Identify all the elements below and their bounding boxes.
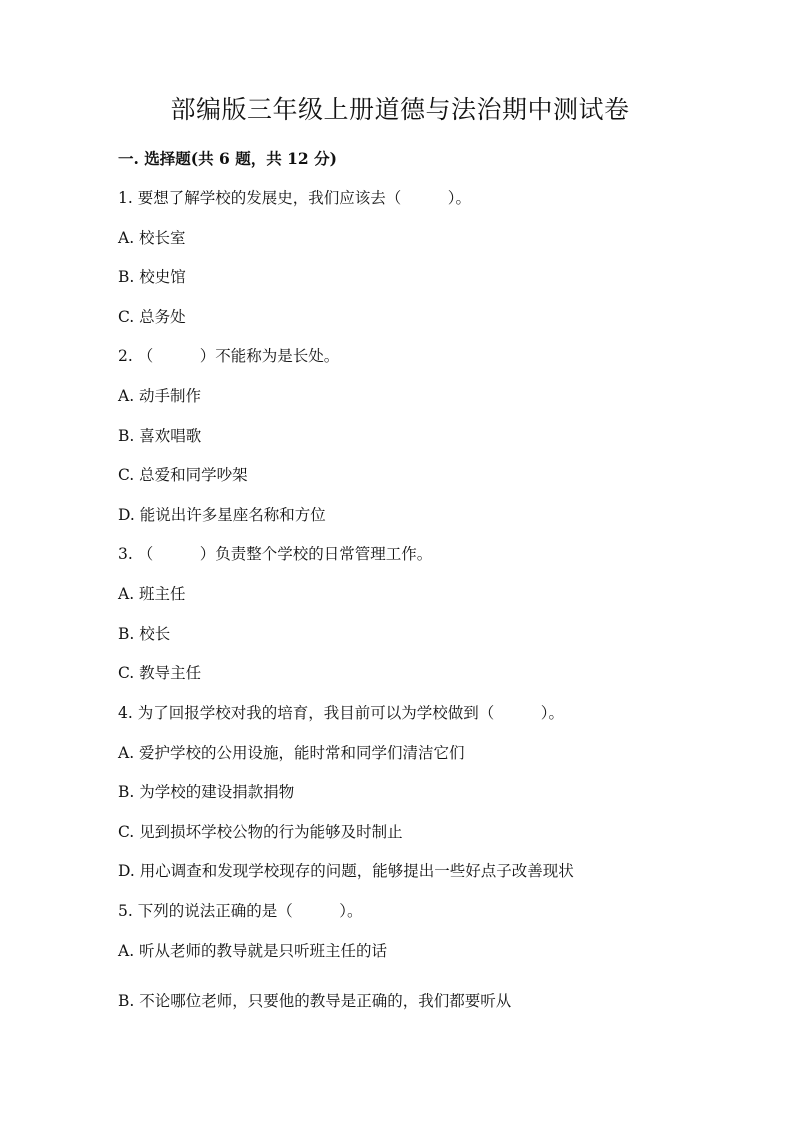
section-header: 一. 选择题(共 6 题，共 12 分) [118,149,337,168]
question-4-option-b: B. 为学校的建设捐款捐物 [118,783,295,801]
question-4-option-c: C. 见到损坏学校公物的行为能够及时制止 [118,823,403,841]
question-3-option-c: C. 教导主任 [118,664,202,682]
question-4-option-a: A. 爱护学校的公用设施，能时常和同学们清洁它们 [118,744,465,762]
question-5-option-b: B. 不论哪位老师，只要他的教导是正确的，我们都要听从 [118,992,512,1010]
question-1-option-b: B. 校史馆 [118,268,186,286]
question-3-stem: 3. （ ）负责整个学校的日常管理工作。 [118,545,433,563]
question-2-option-a: A. 动手制作 [118,387,202,405]
question-2-option-b: B. 喜欢唱歌 [118,427,202,445]
question-4-stem: 4. 为了回报学校对我的培育，我目前可以为学校做到（ ）。 [118,704,564,722]
question-3-option-a: A. 班主任 [118,585,186,603]
question-1-option-c: C. 总务处 [118,308,186,326]
question-1-stem: 1. 要想了解学校的发展史，我们应该去（ ）。 [118,189,471,207]
question-5-option-a: A. 听从老师的教导就是只听班主任的话 [118,942,388,960]
page-title: 部编版三年级上册道德与法治期中测试卷 [170,95,630,124]
question-4-option-d: D. 用心调查和发现学校现存的问题，能够提出一些好点子改善现状 [118,862,574,880]
question-2-stem: 2. （ ）不能称为是长处。 [118,347,340,365]
question-5-stem: 5. 下列的说法正确的是（ ）。 [118,902,363,920]
question-3-option-b: B. 校长 [118,625,171,643]
question-2-option-c: C. 总爱和同学吵架 [118,466,248,484]
question-1-option-a: A. 校长室 [118,229,186,247]
question-2-option-d: D. 能说出许多星座名称和方位 [118,506,326,524]
